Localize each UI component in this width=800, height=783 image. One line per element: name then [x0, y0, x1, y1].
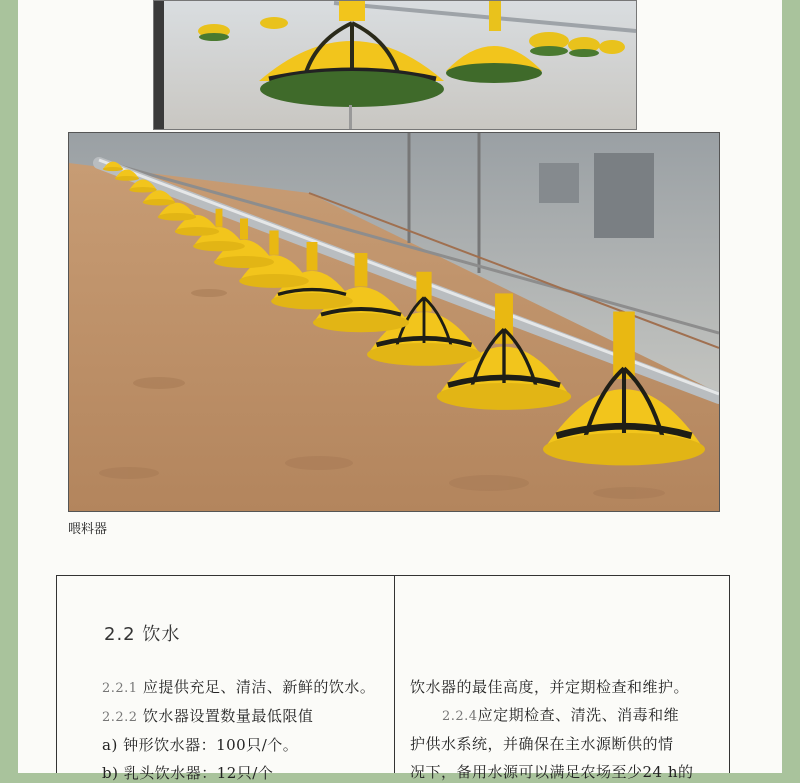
feeder-photo-top	[153, 0, 637, 130]
clause-text: 饮水器设置数量最低限值	[137, 707, 314, 725]
section-frame-top	[56, 575, 730, 576]
clause-text: 应定期检查、清洗、消毒和维	[477, 706, 680, 724]
clause-text: 护供水系统，并确保在主水源断供的情	[410, 735, 674, 753]
clause-number: 2.2.1	[102, 681, 138, 696]
right-paragraph-line	[442, 704, 679, 725]
clause-text: a) 钟形饮水器：100只/个。	[102, 736, 299, 754]
column-divider	[394, 575, 395, 773]
clause-number: 2.2.2	[102, 710, 138, 725]
right-paragraph-line	[410, 676, 689, 697]
document-page	[18, 0, 782, 782]
clause-text: 饮水器的最佳高度，并定期检查和维护。	[410, 678, 690, 696]
right-paragraph-line	[410, 761, 694, 782]
section-frame-right	[729, 575, 730, 773]
left-paragraph-line	[102, 734, 298, 755]
clause-text: b) 乳头饮水器：12只/个	[102, 764, 274, 782]
clause-text: 况下，备用水源可以满足农场至少24 h的	[410, 763, 694, 781]
clause-text: 应提供充足、清洁、新鲜的饮水。	[137, 678, 376, 696]
left-paragraph-line	[102, 676, 375, 697]
left-paragraph-line	[102, 705, 313, 726]
figure-caption: 喂料器	[68, 522, 108, 537]
right-paragraph-line	[410, 733, 674, 754]
feeder-line-photo	[68, 132, 720, 512]
clause-number: 2.2.4	[442, 709, 478, 724]
section-title: 2.2 饮水	[104, 624, 181, 645]
section-frame-left	[56, 575, 57, 773]
